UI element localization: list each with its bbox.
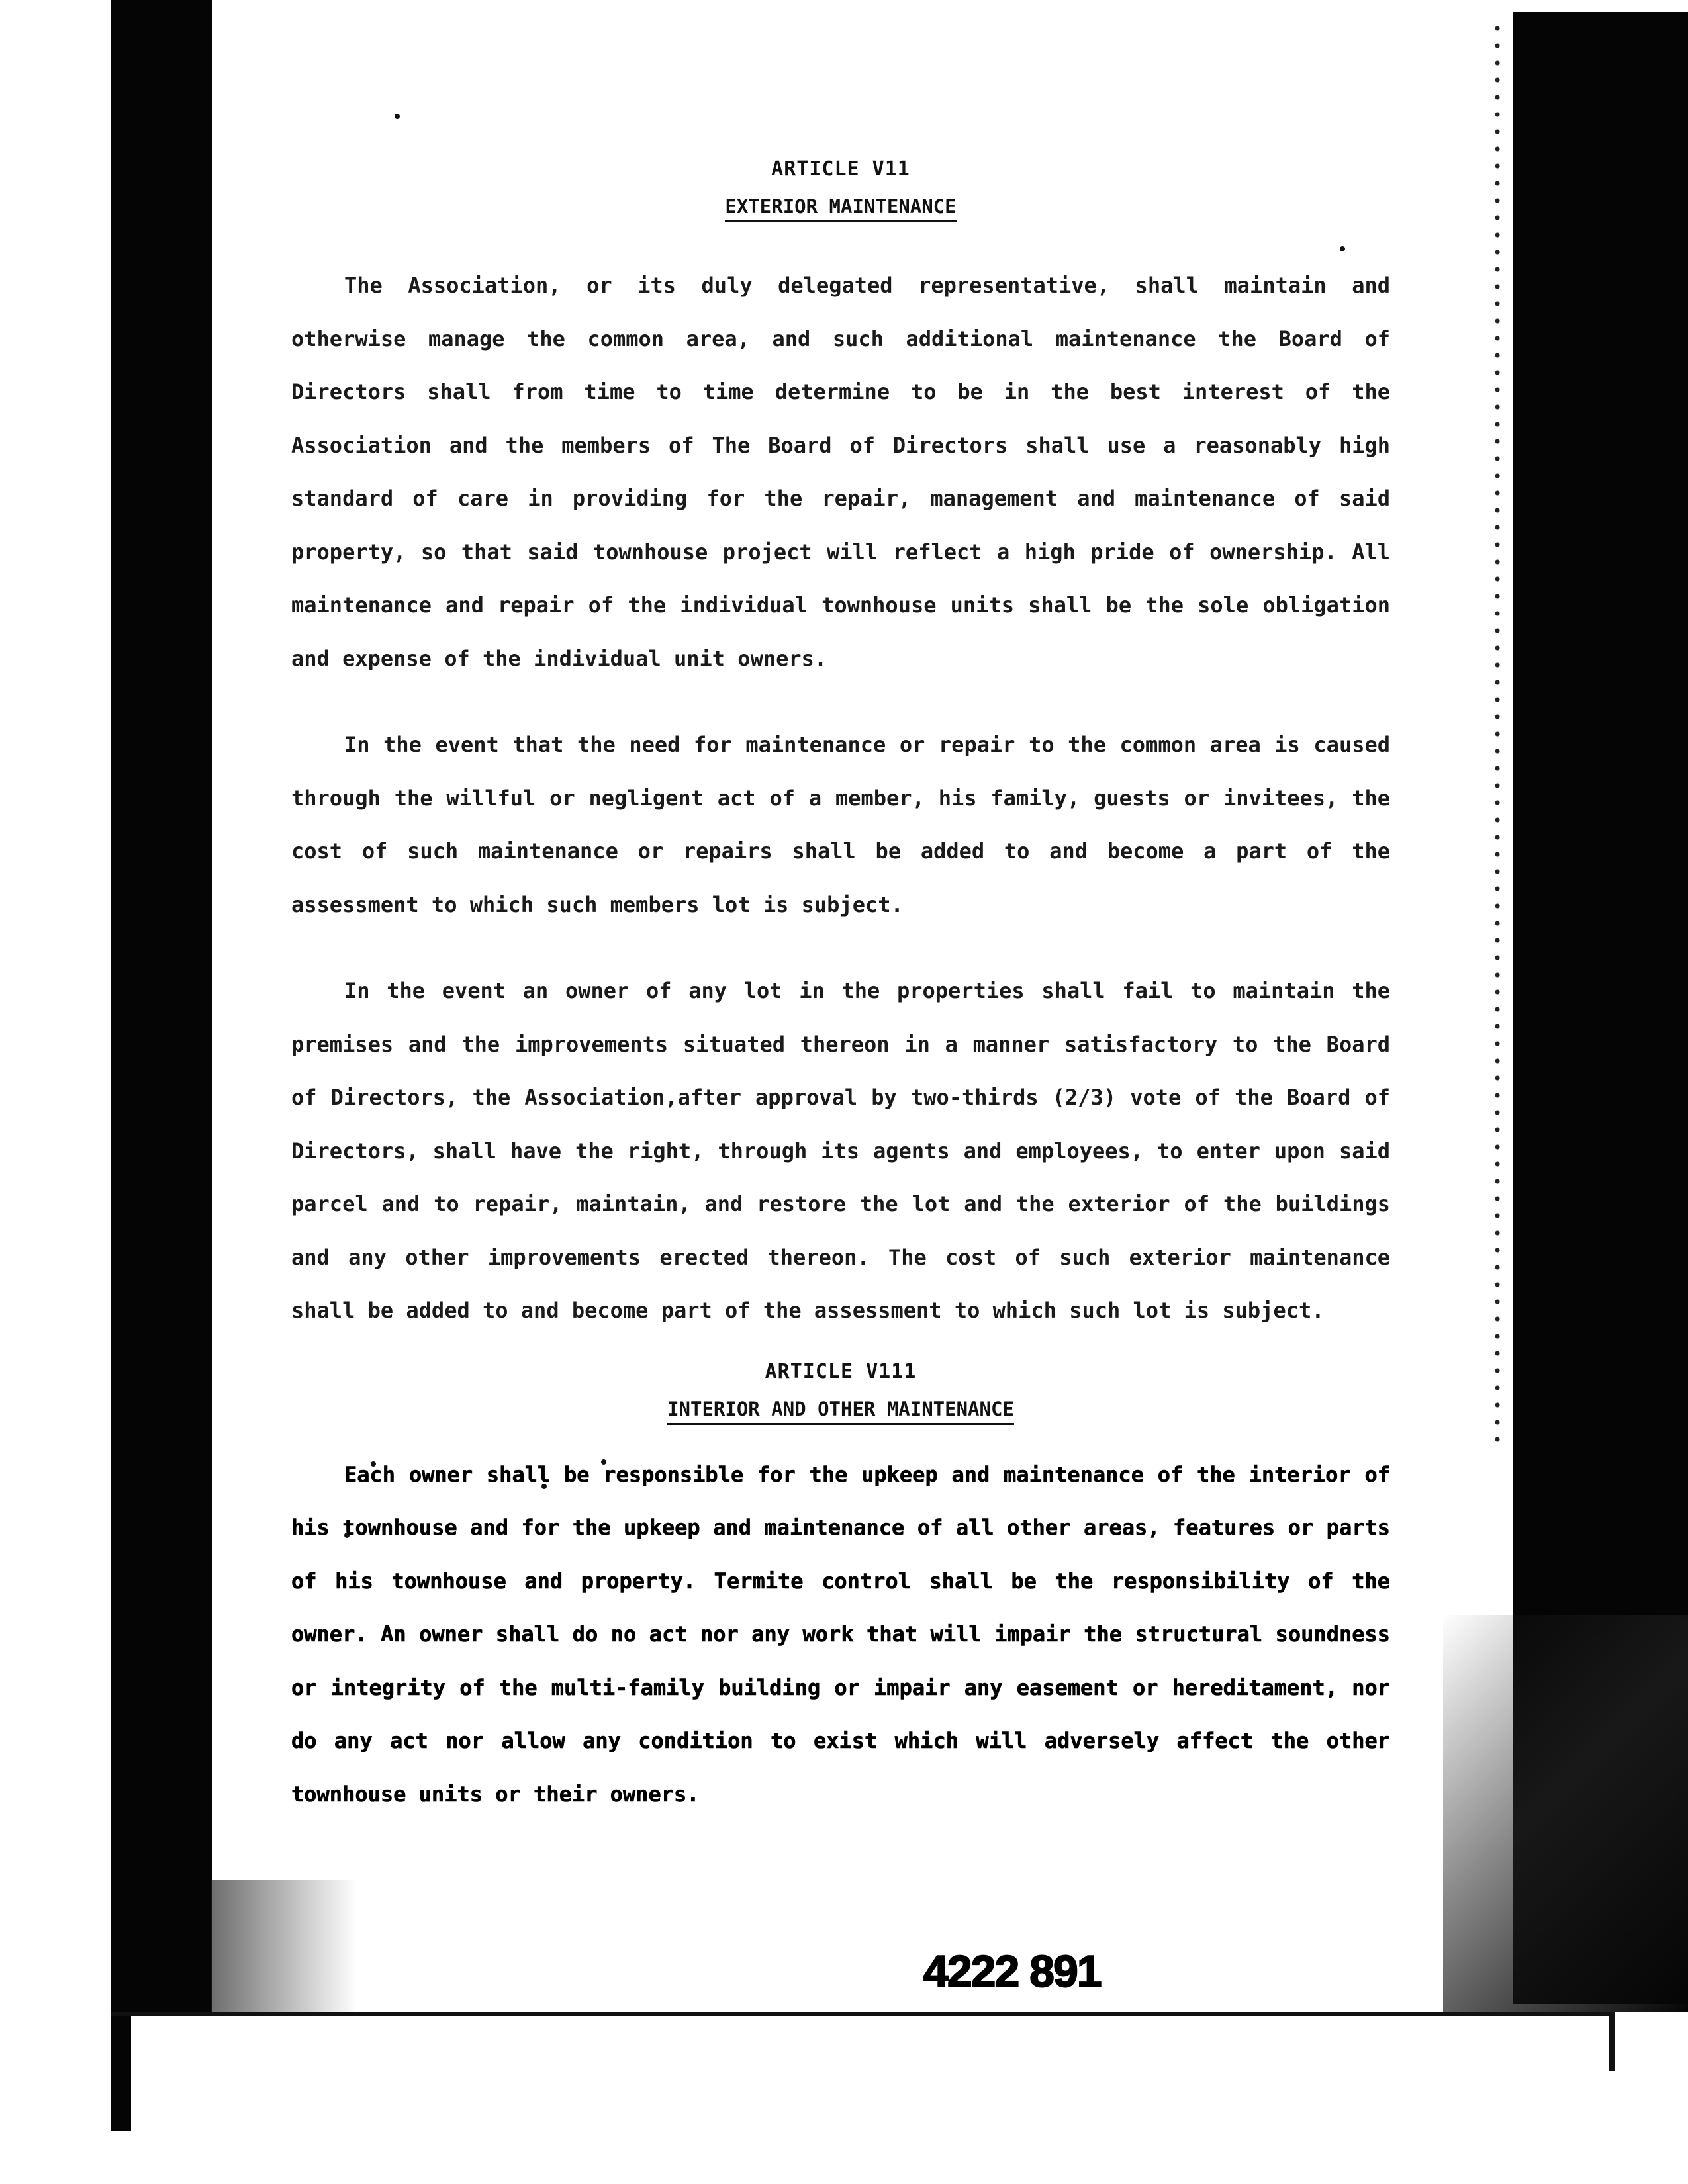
- document-body: [291, 158, 1390, 1821]
- article-subheading: EXTERIOR MAINTENANCE: [291, 195, 1390, 218]
- scan-border-left-lower: [111, 1946, 131, 2131]
- paragraph: In the event that the need for maintenance or repair to the common area is caused through the willful or negligent act of a member, his family, guests or invitees, the cost of such maintenance or repairs shall be added to and become a part of the assessment to which such members lot is subject.: [291, 732, 1390, 917]
- article-subheading: INTERIOR AND OTHER MAINTENANCE: [291, 1398, 1390, 1420]
- scan-perforation-dots: [1493, 20, 1502, 1443]
- recording-stamp: 4222 891: [923, 1946, 1101, 1997]
- paragraph: In the event an owner of any lot in the properties shall fail to maintain the premises and the improvements situated thereon in a manner satisfactory to the Board of Directors, the Association,after approval by two-thirds (2/3) vote of the Board of Directors, shall have the right, through its agents and employees, to enter upon said parcel and to repair, maintain, and restore the lot and the exterior of the buildings and any other improvements erected thereon. The cost of such exterior maintenance shall be added to and become part of the assessment to which such lot is subject.: [291, 978, 1390, 1323]
- article-heading: ARTICLE V11: [771, 158, 910, 181]
- article-heading: ARTICLE V111: [765, 1359, 917, 1383]
- scan-shadow-right: [1443, 1615, 1688, 2012]
- paragraph: The Association, or its duly delegated representative, shall maintain and otherwise manage the common area, and such additional maintenance the Board of Directors shall from time to time determine to be in the best interest of the Association and the members of The Board of Directors shall use a reasonably high standard of care in providing for the repair, management and maintenance of said property, so that said townhouse project will reflect a high pride of ownership. All maintenance and repair of the individual townhouse units shall be the sole obligation and expense of the individual unit owners.: [291, 273, 1390, 671]
- scan-bottom-edge: [111, 2012, 1615, 2016]
- scan-shadow-left: [211, 1880, 356, 2012]
- scan-edge-stub: [1609, 2012, 1615, 2071]
- paragraph: Each owner shall be responsible for the upkeep and maintenance of the interior of his townhouse and for the upkeep and maintenance of all other areas, features or parts of his townhouse and property. Termite control shall be the responsibility of the owner. An owner shall do no act nor any work that will impair the structural soundness or integrity of the multi-family building or impair any easement or hereditament, nor do any act nor allow any condition to exist which will adversely affect the other townhouse units or their owners.: [291, 1461, 1390, 1807]
- scan-speck: [395, 114, 400, 119]
- scan-border-left: [111, 0, 212, 2012]
